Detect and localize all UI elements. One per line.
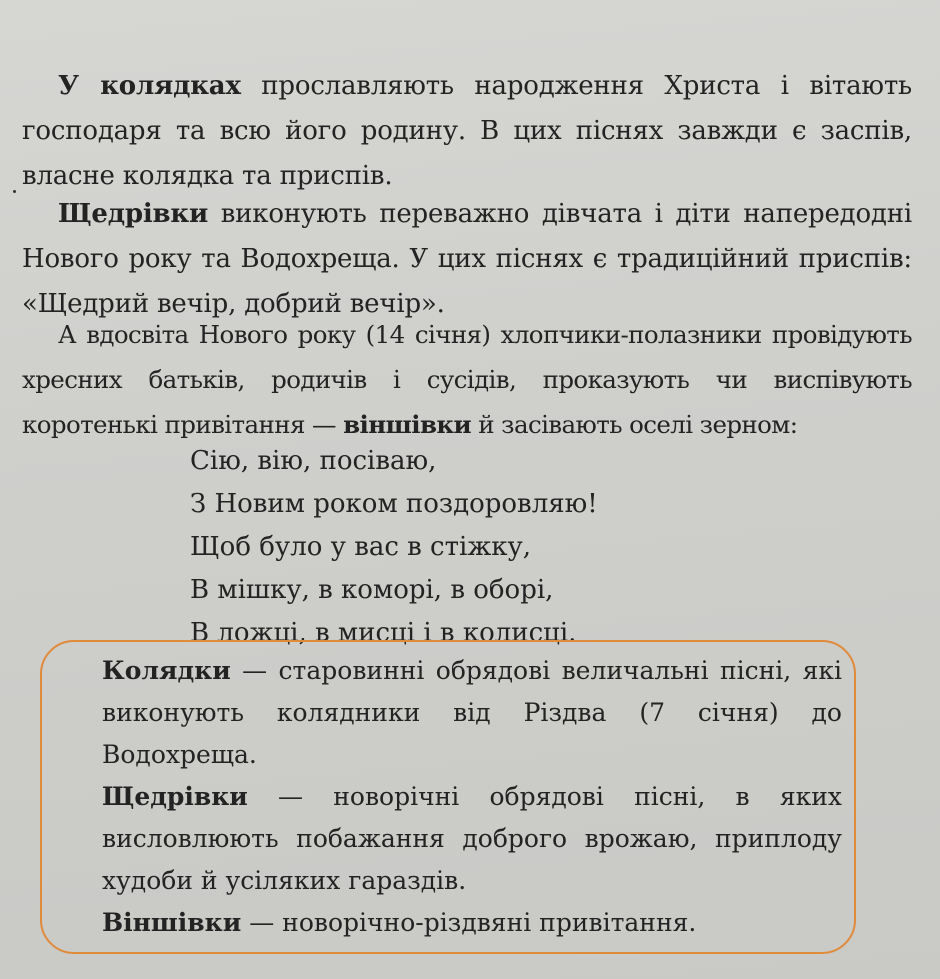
definition-vinshivky: — новорічно-різдвяні привітання. (241, 908, 697, 937)
poem-line: В ложці, в мисці і в колисці. (190, 618, 577, 648)
term-shchedrivky: Щедрівки (58, 199, 209, 229)
paragraph-vinshivky-text-after: й засівають оселі зерном: (471, 410, 798, 439)
poem-line: Сію, вію, посіваю, (190, 446, 437, 476)
definition-term-koliadky: Колядки (102, 656, 231, 685)
paragraph-shchedrivky (22, 192, 912, 327)
definition-shchedrivky: — новорічні обрядові пісні, в яких висловлюють побажання доброго врожаю, приплоду худоби й усіляких гараздів. (102, 782, 842, 895)
poem-verse (190, 440, 598, 655)
poem-line: З Новим роком поздоровляю! (190, 489, 598, 519)
paragraph-vinshivky-text-before: А вдосвіта Нового року (14 січня) хлопчики-полазники провідують хресних батьків, родичів і сусідів, проказують чи виспівують коротенькі привітання — (22, 320, 912, 439)
poem-line: В мішку, в коморі, в оборі, (190, 575, 554, 605)
stray-dot (13, 190, 16, 193)
definition-term-shchedrivky: Щедрівки (102, 782, 248, 811)
definition-koliadky: — старовинні обрядові величальні пісні, які виконують колядники від Різдва (7 січня) до Водохреща. (102, 656, 842, 769)
definitions-box (40, 640, 856, 954)
definition-term-vinshivky: Віншівки (102, 908, 242, 937)
paragraph-vinshivky (22, 312, 912, 447)
term-vinshivky: віншівки (343, 410, 472, 439)
paragraph-koliadky (22, 64, 912, 199)
paragraph-shchedrivky-text: виконують переважно дівчата і діти напередодні Нового року та Водохреща. У цих піснях є традиційний приспів: «Щедрий вечір, добрий вечір». (22, 199, 912, 319)
poem-line: Щоб було у вас в стіжку, (190, 532, 532, 562)
term-koliadkakh: У колядках (58, 71, 241, 101)
paragraph-koliadky-text: прославляють народження Христа і вітають господаря та всю його родину. В цих піснях завжди є заспів, власне колядка та приспів. (22, 71, 912, 191)
definitions-text (102, 650, 842, 944)
